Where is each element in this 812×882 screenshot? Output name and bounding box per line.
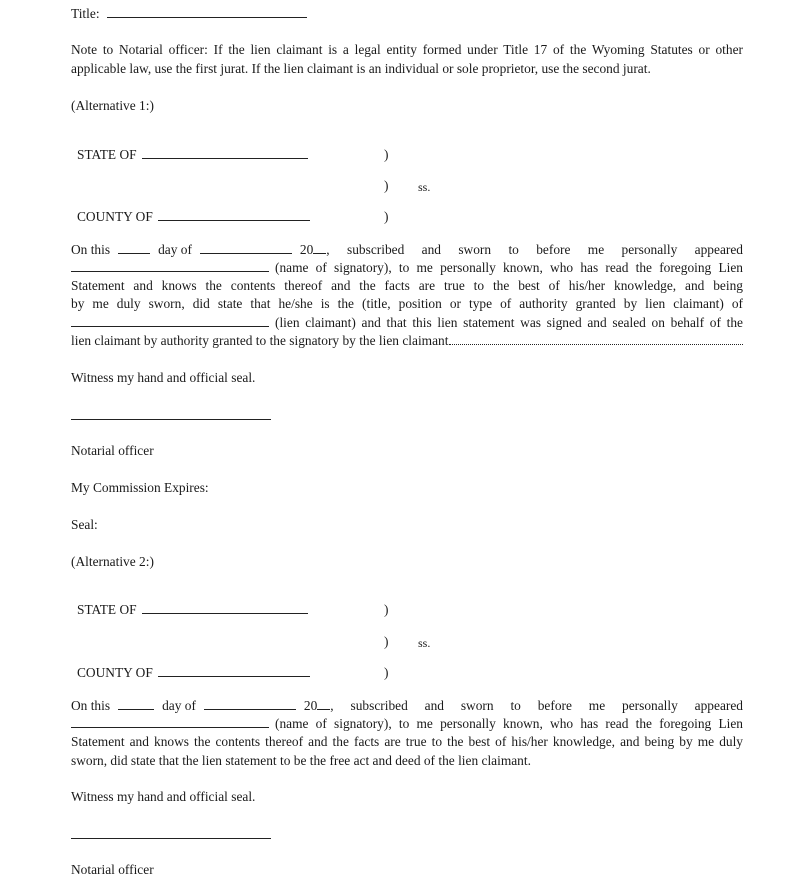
alt1-jurat-line-6 bbox=[71, 332, 743, 350]
alt2-jurat-line-2 bbox=[71, 715, 743, 733]
alt1-state-line bbox=[77, 146, 308, 164]
alt1-paren-1: ) bbox=[384, 147, 389, 162]
alt2-year-blank bbox=[317, 697, 330, 710]
alt2-twenty: 20 bbox=[303, 698, 318, 713]
alt2-state-label: STATE OF bbox=[77, 602, 137, 617]
title-blank bbox=[107, 5, 307, 18]
alt2-notarial-officer: Notarial officer bbox=[71, 862, 154, 877]
alt1-day-of: day of bbox=[158, 242, 192, 257]
alt1-commission-expires: My Commission Expires: bbox=[71, 480, 209, 495]
title-label: Title: bbox=[71, 6, 100, 21]
alt2-month-blank bbox=[204, 697, 296, 710]
alt1-paren-2: ) bbox=[384, 178, 389, 193]
alt1-claimant-blank bbox=[71, 314, 269, 327]
alt2-jurat-l1-tail: , subscribed and sworn to before me personally appeared bbox=[330, 698, 743, 713]
alt2-jurat-line-3: Statement and knows the contents thereof and the facts are true to the best of his/her knowledge, and being by me duly bbox=[71, 734, 743, 749]
alt2-state-blank bbox=[142, 601, 308, 614]
alt2-jurat-line-4: sworn, did state that the lien statement to be the free act and deed of the lien claimant. bbox=[71, 753, 531, 768]
alt2-day-blank bbox=[118, 697, 154, 710]
alt1-jurat-line-1 bbox=[71, 241, 743, 259]
alt2-witness: Witness my hand and official seal. bbox=[71, 789, 256, 804]
alt1-heading: (Alternative 1:) bbox=[71, 98, 154, 113]
alt1-county-label: COUNTY OF bbox=[77, 209, 153, 224]
alt1-jurat-l1-tail: , subscribed and sworn to before me personally appeared bbox=[326, 242, 743, 257]
alt1-seal: Seal: bbox=[71, 517, 98, 532]
alt1-ss: ss. bbox=[418, 180, 431, 194]
alt1-state-label: STATE OF bbox=[77, 147, 137, 162]
alt2-county-line bbox=[77, 664, 310, 682]
alt2-on-this: On this bbox=[71, 698, 111, 713]
alt2-jurat-l2-tail: (name of signatory), to me personally known, who has read the foregoing Lien bbox=[275, 716, 743, 731]
alt1-on-this: On this bbox=[71, 242, 111, 257]
alt1-jurat-line-3: Statement and knows the contents thereof and the facts are true to the best of his/her knowledge, and being bbox=[71, 278, 743, 293]
title-line bbox=[71, 5, 307, 23]
alt2-county-blank bbox=[158, 664, 310, 677]
alt2-paren-2: ) bbox=[384, 634, 389, 649]
alt2-paren-1: ) bbox=[384, 602, 389, 617]
alt1-jurat-l2-tail: (name of signatory), to me personally known, who has read the foregoing Lien bbox=[275, 260, 743, 275]
alt1-month-blank bbox=[200, 241, 292, 254]
alt1-witness: Witness my hand and official seal. bbox=[71, 370, 256, 385]
alt1-county-line bbox=[77, 208, 310, 226]
alt1-day-blank bbox=[118, 241, 150, 254]
alt1-dotted-leader bbox=[449, 333, 743, 345]
alt1-notarial-officer: Notarial officer bbox=[71, 443, 154, 458]
alt2-paren-3: ) bbox=[384, 665, 389, 680]
alt1-year-blank bbox=[313, 241, 326, 254]
alt1-jurat-line-2 bbox=[71, 259, 743, 277]
alt1-twenty: 20 bbox=[299, 242, 314, 257]
alt2-day-of: day of bbox=[162, 698, 196, 713]
alt2-county-label: COUNTY OF bbox=[77, 665, 153, 680]
alt1-jurat-l6: lien claimant by authority granted to the signatory by the lien claimant bbox=[71, 333, 449, 348]
alt1-county-blank bbox=[158, 208, 310, 221]
alt1-jurat-line-5 bbox=[71, 314, 743, 332]
alt2-ss: ss. bbox=[418, 636, 431, 650]
alt2-state-line bbox=[77, 601, 308, 619]
alt1-jurat-l5-tail: (lien claimant) and that this lien statement was signed and sealed on behalf of the bbox=[275, 315, 743, 330]
alt1-jurat-line-4: by me duly sworn, did state that he/she is the (title, position or type of authority granted by lien claimant) of bbox=[71, 296, 743, 311]
alt2-signatory-blank bbox=[71, 715, 269, 728]
alt2-signature-line bbox=[71, 838, 271, 839]
alt1-state-blank bbox=[142, 146, 308, 159]
alt2-jurat-line-1 bbox=[71, 697, 743, 715]
alt1-signature-line bbox=[71, 419, 271, 420]
alt2-heading: (Alternative 2:) bbox=[71, 554, 154, 569]
note-line-1: Note to Notarial officer: If the lien claimant is a legal entity formed under Title 17 of the Wyoming Statutes or other bbox=[71, 42, 743, 57]
alt1-signatory-blank bbox=[71, 259, 269, 272]
note-line-2: applicable law, use the first jurat. If the lien claimant is an individual or sole proprietor, use the second jurat. bbox=[71, 61, 651, 76]
alt1-paren-3: ) bbox=[384, 209, 389, 224]
